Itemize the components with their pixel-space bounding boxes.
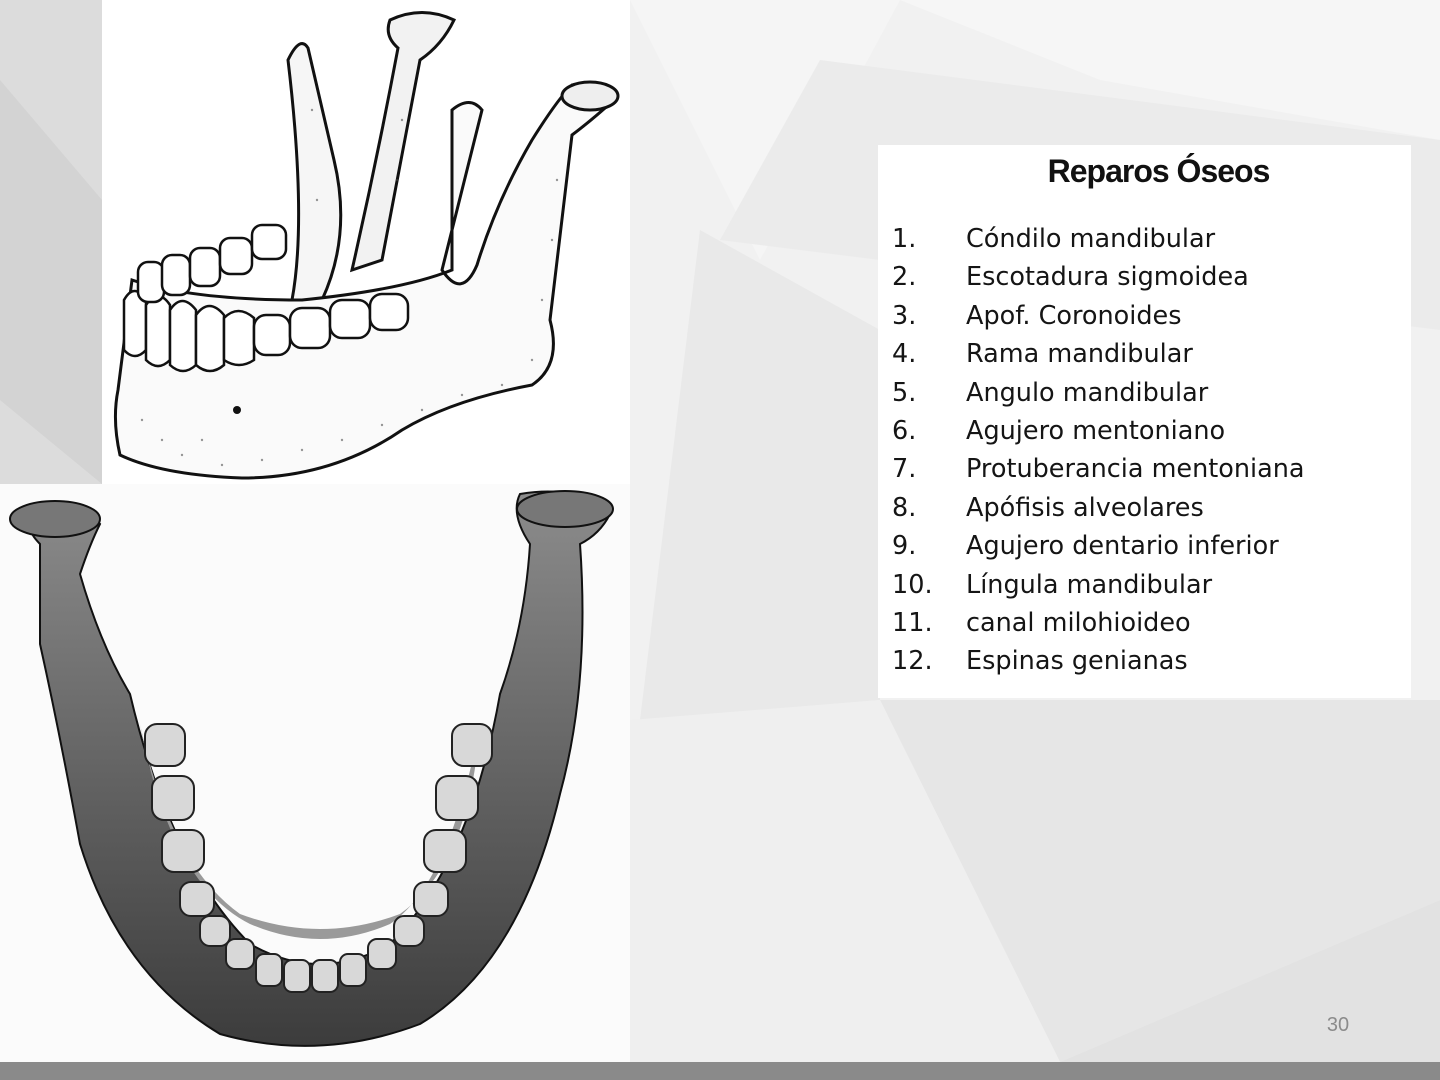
list-item (892, 335, 1397, 373)
landmarks-card (878, 145, 1411, 698)
list-item-label: Apófisis alveolares (966, 492, 1204, 523)
list-item-label: Agujero mentoniano (966, 415, 1226, 446)
list-item (892, 258, 1397, 296)
list-item-label: Protuberancia mentoniana (966, 454, 1305, 485)
list-item-number: 9. (892, 531, 917, 562)
list-item-label: canal milohioideo (966, 607, 1191, 638)
list-item (892, 604, 1397, 642)
bottom-bar (0, 1062, 1440, 1080)
list-item-number: 1. (892, 224, 917, 254)
list-item (892, 450, 1397, 488)
list-item-number: 7. (892, 454, 917, 485)
mandible-superior-image (0, 484, 630, 1062)
list-item-label: Cóndilo mandibular (966, 224, 1216, 254)
list-item-number: 2. (892, 262, 917, 293)
list-item (892, 566, 1397, 604)
list-item (892, 220, 1397, 258)
list-item (892, 642, 1397, 680)
list-item-label: Língula mandibular (966, 569, 1213, 600)
list-item-number: 11. (892, 607, 933, 638)
list-item-label: Escotadura sigmoidea (966, 262, 1249, 293)
list-item-number: 4. (892, 339, 917, 370)
list-item-label: Agujero dentario inferior (966, 531, 1279, 562)
list-item-number: 5. (892, 377, 917, 408)
page-number: 30 (1326, 1014, 1350, 1036)
card-title: Reparos Óseos (1047, 153, 1270, 189)
list-item (892, 374, 1397, 412)
list-item-label: Rama mandibular (966, 339, 1193, 370)
list-item-number: 8. (892, 492, 917, 523)
landmarks-list (892, 220, 1397, 681)
list-item-number: 10. (892, 569, 933, 600)
list-item-label: Apof. Coronoides (966, 300, 1182, 331)
list-item-number: 3. (892, 300, 917, 331)
list-item (892, 489, 1397, 527)
list-item (892, 412, 1397, 450)
mandible-lateral-image (102, 0, 630, 484)
list-item (892, 297, 1397, 335)
list-item-label: Angulo mandibular (966, 377, 1209, 408)
list-item-label: Espinas genianas (966, 646, 1188, 677)
list-item-number: 12. (892, 646, 933, 677)
list-item-number: 6. (892, 415, 917, 446)
list-item (892, 527, 1397, 565)
